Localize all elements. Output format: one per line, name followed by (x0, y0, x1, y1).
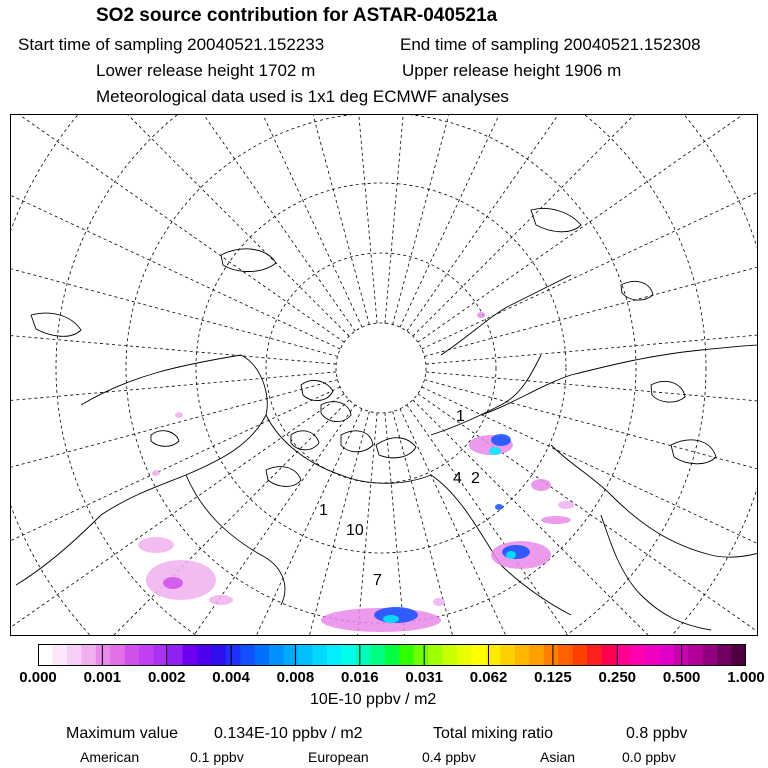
region-american-name: American (80, 749, 140, 765)
region-european-name: European (308, 749, 369, 765)
colorbar-swatch (659, 644, 674, 666)
plume-cell (506, 551, 516, 559)
colorbar-tick-label: 0.004 (212, 669, 250, 686)
trajectory-label: 7 (373, 572, 382, 589)
colorbar-tick-label: 0.016 (341, 669, 379, 686)
max-value-label: Maximum value (66, 725, 179, 742)
colorbar-swatch (211, 644, 226, 666)
so2-plume (138, 312, 574, 632)
colorbar-swatch (255, 644, 270, 666)
trajectory-label: 1 (319, 502, 328, 519)
colorbar-swatch (573, 644, 588, 666)
colorbar-swatch (240, 644, 255, 666)
max-value: 0.134E-10 ppbv / m2 (214, 725, 363, 742)
meridian-line (385, 115, 460, 323)
meridian-line (11, 409, 362, 636)
plume-cell (531, 479, 551, 491)
colorbar-swatch (197, 644, 212, 666)
meridian-line (422, 115, 758, 349)
meridian-line (303, 413, 378, 636)
colorbar-swatch (298, 644, 313, 666)
colorbar-tick-label: 0.008 (276, 669, 315, 686)
meridian-line (418, 115, 758, 342)
total-mixing-value: 0.8 ppbv (626, 725, 688, 742)
meridian-line (426, 290, 758, 365)
colorbar-swatch (67, 644, 82, 666)
meridian-line (303, 115, 378, 323)
colorbar-swatch (703, 644, 718, 666)
colorbar-swatch (515, 644, 530, 666)
trajectory-label: 10 (346, 522, 364, 539)
plume-cell (175, 412, 183, 418)
plume-cell (489, 447, 501, 455)
colorbar-swatch (182, 644, 197, 666)
colorbar-swatch (327, 644, 342, 666)
colorbar-swatch (616, 644, 631, 666)
colorbar-swatch (96, 644, 111, 666)
colorbar-swatch (125, 644, 140, 666)
colorbar-swatch (52, 644, 67, 666)
colorbar-tick-label: 0.250 (598, 669, 637, 686)
meridian-line (11, 135, 338, 356)
colorbar-swatch (168, 644, 183, 666)
plume-cell (491, 434, 511, 446)
colorbar-tick-label: 0.002 (147, 669, 186, 686)
meridian-line (11, 115, 349, 336)
latitude-circle (336, 323, 426, 413)
colorbar-swatch (226, 644, 241, 666)
meridian-line (393, 115, 614, 325)
colorbar-swatch (356, 644, 371, 666)
colorbar-swatch (529, 644, 544, 666)
plume-cell (502, 545, 530, 559)
meridian-line (148, 115, 369, 325)
colorbar-swatch (558, 644, 573, 666)
colorbar-tick-label: 0.125 (534, 669, 572, 686)
meridian-line (422, 387, 758, 636)
meridian-line (413, 115, 758, 336)
plume-cell (558, 501, 574, 509)
region-european-value: 0.4 ppbv (422, 749, 476, 765)
trajectory-label: 2 (471, 470, 480, 487)
colorbar-swatch (313, 644, 328, 666)
lat-lon-grid (11, 115, 758, 636)
meridian-line (407, 405, 758, 636)
colorbar-swatch (81, 644, 96, 666)
colorbar-swatch (544, 644, 559, 666)
coastlines (16, 208, 758, 630)
colorbar-tick-label: 0.062 (469, 669, 508, 686)
meridian-line (426, 372, 758, 447)
colorbar-swatch (341, 644, 356, 666)
polar-map (10, 114, 758, 636)
start-time-label: Start time of sampling 20040521.152233 (18, 35, 325, 54)
colorbar-tick-label: 1.000 (727, 669, 765, 686)
colorbar-tick-label: 0.001 (83, 669, 122, 686)
colorbar-swatch (269, 644, 284, 666)
plume-cell (477, 312, 485, 318)
colorbar-swatch (732, 644, 746, 666)
latitude-circle (11, 115, 758, 636)
plume-cell (163, 577, 183, 589)
colorbar-swatch (717, 644, 732, 666)
meridian-line (407, 115, 758, 331)
plume-cell (495, 504, 503, 510)
colorbar-swatch (500, 644, 515, 666)
plume-cell (383, 615, 399, 623)
colorbar-swatch (471, 644, 486, 666)
latitude-circle (126, 115, 636, 623)
colorbar-swatch (602, 644, 617, 666)
colorbar-swatch (587, 644, 602, 666)
colorbar (38, 644, 746, 666)
colorbar-swatch (630, 644, 645, 666)
region-asian-value: 0.0 ppbv (622, 749, 676, 765)
colorbar-tick-label: 0.500 (662, 669, 701, 686)
trajectory-label: 4 (453, 470, 462, 487)
latitude-circle (11, 115, 758, 636)
region-asian-name: Asian (540, 749, 576, 765)
colorbar-swatch (385, 644, 400, 666)
plume-cell (433, 598, 445, 606)
colorbar-swatch (38, 644, 53, 666)
meridian-line (11, 115, 355, 331)
colorbar-swatch (457, 644, 472, 666)
colorbar-swatch (370, 644, 385, 666)
colorbar-unit: 10E-10 ppbv / m2 (310, 691, 437, 708)
latitude-circle (56, 115, 706, 636)
colorbar-swatch (139, 644, 154, 666)
colorbar-swatch (414, 644, 429, 666)
met-data-label: Meteorological data used is 1x1 deg ECMWF analyses (96, 87, 509, 106)
colorbar-swatch (428, 644, 443, 666)
latitude-circle (11, 115, 758, 636)
colorbar-tick-label: 0.000 (19, 669, 57, 686)
meridian-line (11, 115, 344, 342)
plume-cell (138, 537, 174, 553)
meridian-line (413, 400, 758, 636)
colorbar-swatch (645, 644, 660, 666)
meridian-line (11, 115, 362, 327)
colorbar-tick-label: 0.031 (405, 669, 443, 686)
plume-cell (541, 516, 571, 524)
chart-title: SO2 source contribution for ASTAR-040521a (96, 5, 498, 26)
upper-height-label: Upper release height 1906 m (402, 61, 622, 80)
lower-height-label: Lower release height 1702 m (96, 61, 316, 80)
latitude-circle (11, 115, 758, 636)
meridian-line (385, 413, 460, 636)
colorbar-swatch (284, 644, 299, 666)
end-time-label: End time of sampling 20040521.152308 (400, 35, 701, 54)
total-mixing-label: Total mixing ratio (433, 725, 554, 742)
region-american-value: 0.1 ppbv (190, 749, 244, 765)
meridian-line (148, 411, 369, 636)
plume-cell (152, 470, 160, 476)
colorbar-swatch (399, 644, 414, 666)
trajectory-label: 1 (456, 408, 465, 425)
colorbar-swatch (443, 644, 458, 666)
colorbar-swatch (110, 644, 125, 666)
colorbar-swatch (688, 644, 703, 666)
meridian-line (400, 115, 758, 327)
plume-cell (209, 595, 233, 605)
